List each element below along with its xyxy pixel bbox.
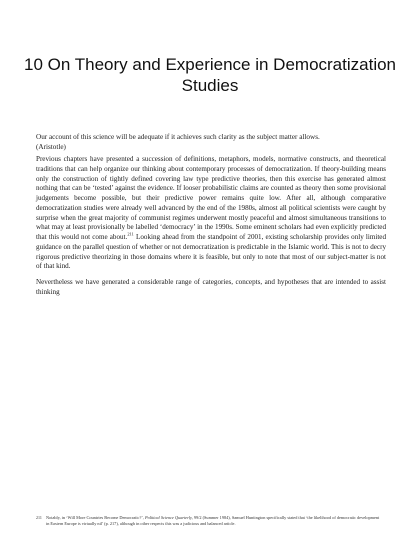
chapter-body — [36, 155, 386, 298]
paragraph-1-text-b: Looking ahead from the standpoint of 2001, existing scholarship provides only limited guidance on the parallel question of whether or not democratization is predictable in the Islamic world. This is not to decry rigorous predictive theorizing in those domains where it is feasible, but only to note that most of our subject-matter is not of that kind. — [36, 233, 387, 271]
epigraph-quote: Our account of this science will be adequate if it achieves such clarity as the subject matter allows. — [36, 133, 320, 141]
chapter-title: 10 On Theory and Experience in Democratization Studies — [24, 55, 396, 95]
epigraph-attribution: (Aristotle) — [36, 142, 66, 151]
footnote-text-end: 99/2 (Summer 1984), Samuel Huntington specifically stated that ‘the likelihood of democratic development in Eastern Europe is virtually nil’ (p. 217), although in other respects this was a judicious and balanced article. — [46, 515, 380, 526]
footnote-text — [46, 515, 380, 527]
footnote-reference[interactable]: 211 — [127, 231, 134, 237]
footnote-marker: 211 — [36, 515, 42, 520]
epigraph — [36, 133, 386, 152]
footnote-text-start: Notably, in ‘Will More Countries Become Democratic?’, — [46, 515, 145, 520]
body-paragraph-1 — [36, 155, 386, 272]
footnote-journal-title: Political Science Quarterly, — [144, 515, 193, 520]
footnote — [36, 515, 386, 527]
body-paragraph-2: Nevertheless we have generated a considerable range of categories, concepts, and hypotheses that are intended to assist thinking — [36, 278, 386, 296]
paragraph-1-text-a: Previous chapters have presented a succession of definitions, metaphors, models, normative constructs, and theoretical traditions that can help organize our thinking about contemporary processes of democratization. If theory-building means only the construction of tightly defined covering law type predictive theories, then this exercise has generated almost nothing that can be ‘tested’ against the evidence. If looser probabilistic claims are counted as theory then some provisional judgements become possible, but their predictive power remains quite low. After all, although comparative democratization studies were already well advanced by the end of the 1980s, almost all political scientists were caught by surprise when the great majority of communist regimes underwent mostly peaceful and almost simultaneous transitions to what may at least provisionally be labelled ‘democracy’ in the 1990s. Some eminent scholars had even explicitly predicted that this would not come about. — [36, 155, 386, 241]
